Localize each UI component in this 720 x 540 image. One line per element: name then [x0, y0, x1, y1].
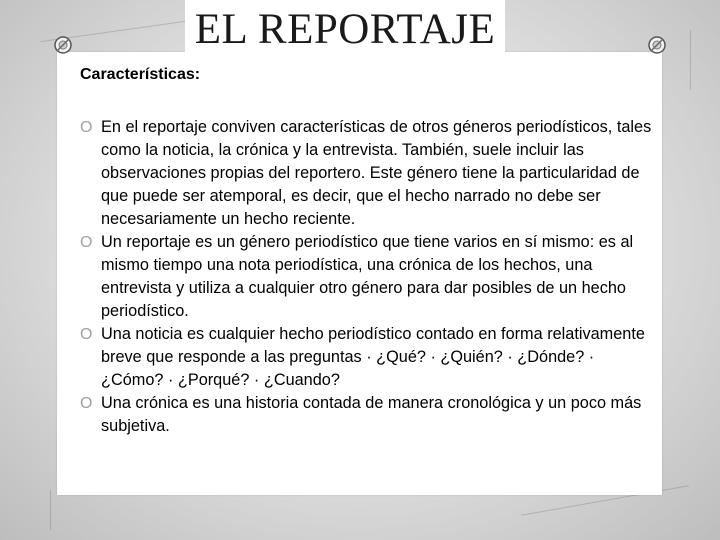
list-item: [80, 392, 660, 438]
bullet-marker-icon: O: [80, 395, 93, 412]
bullet-text: Un reportaje es un género periodístico que tiene varios en sí mismo: es al mismo tiempo una nota periodística, una crónica de los hechos, una entrevista y utiliza a cualquier otro género para dar posibles de un hecho periodístico.: [101, 233, 634, 320]
list-item: [80, 231, 660, 323]
bullet-text: Una crónica es una historia contada de manera cronológica y un poco más subjetiva.: [101, 394, 642, 435]
pushpin-left-icon: [52, 34, 74, 56]
bullet-marker-icon: O: [80, 234, 93, 251]
list-item: [80, 323, 660, 392]
pushpin-right-icon: [646, 34, 668, 56]
bullet-marker-icon: O: [80, 119, 93, 136]
bullet-marker-icon: O: [80, 326, 93, 343]
background-streak: [690, 30, 691, 90]
background-streak: [50, 490, 51, 530]
bullet-text: En el reportaje conviven características de otros géneros periodísticos, tales como la noticia, la crónica y la entrevista. También, suele incluir las observaciones propias del reportero. Este género tiene la particularidad de que puede ser atemporal, es decir, que el hecho narrado no debe ser necesariamente un hecho reciente.: [101, 118, 652, 228]
section-subtitle: Características:: [80, 66, 201, 83]
slide-title: EL REPORTAJE: [194, 6, 496, 53]
list-item: [80, 116, 660, 231]
bullet-text: Una noticia es cualquier hecho periodístico contado en forma relativamente breve que responde a las preguntas · ¿Qué? · ¿Quién? · ¿Dónde? · ¿Cómo? · ¿Porqué? · ¿Cuando?: [101, 325, 645, 389]
bullet-list: [80, 116, 660, 438]
